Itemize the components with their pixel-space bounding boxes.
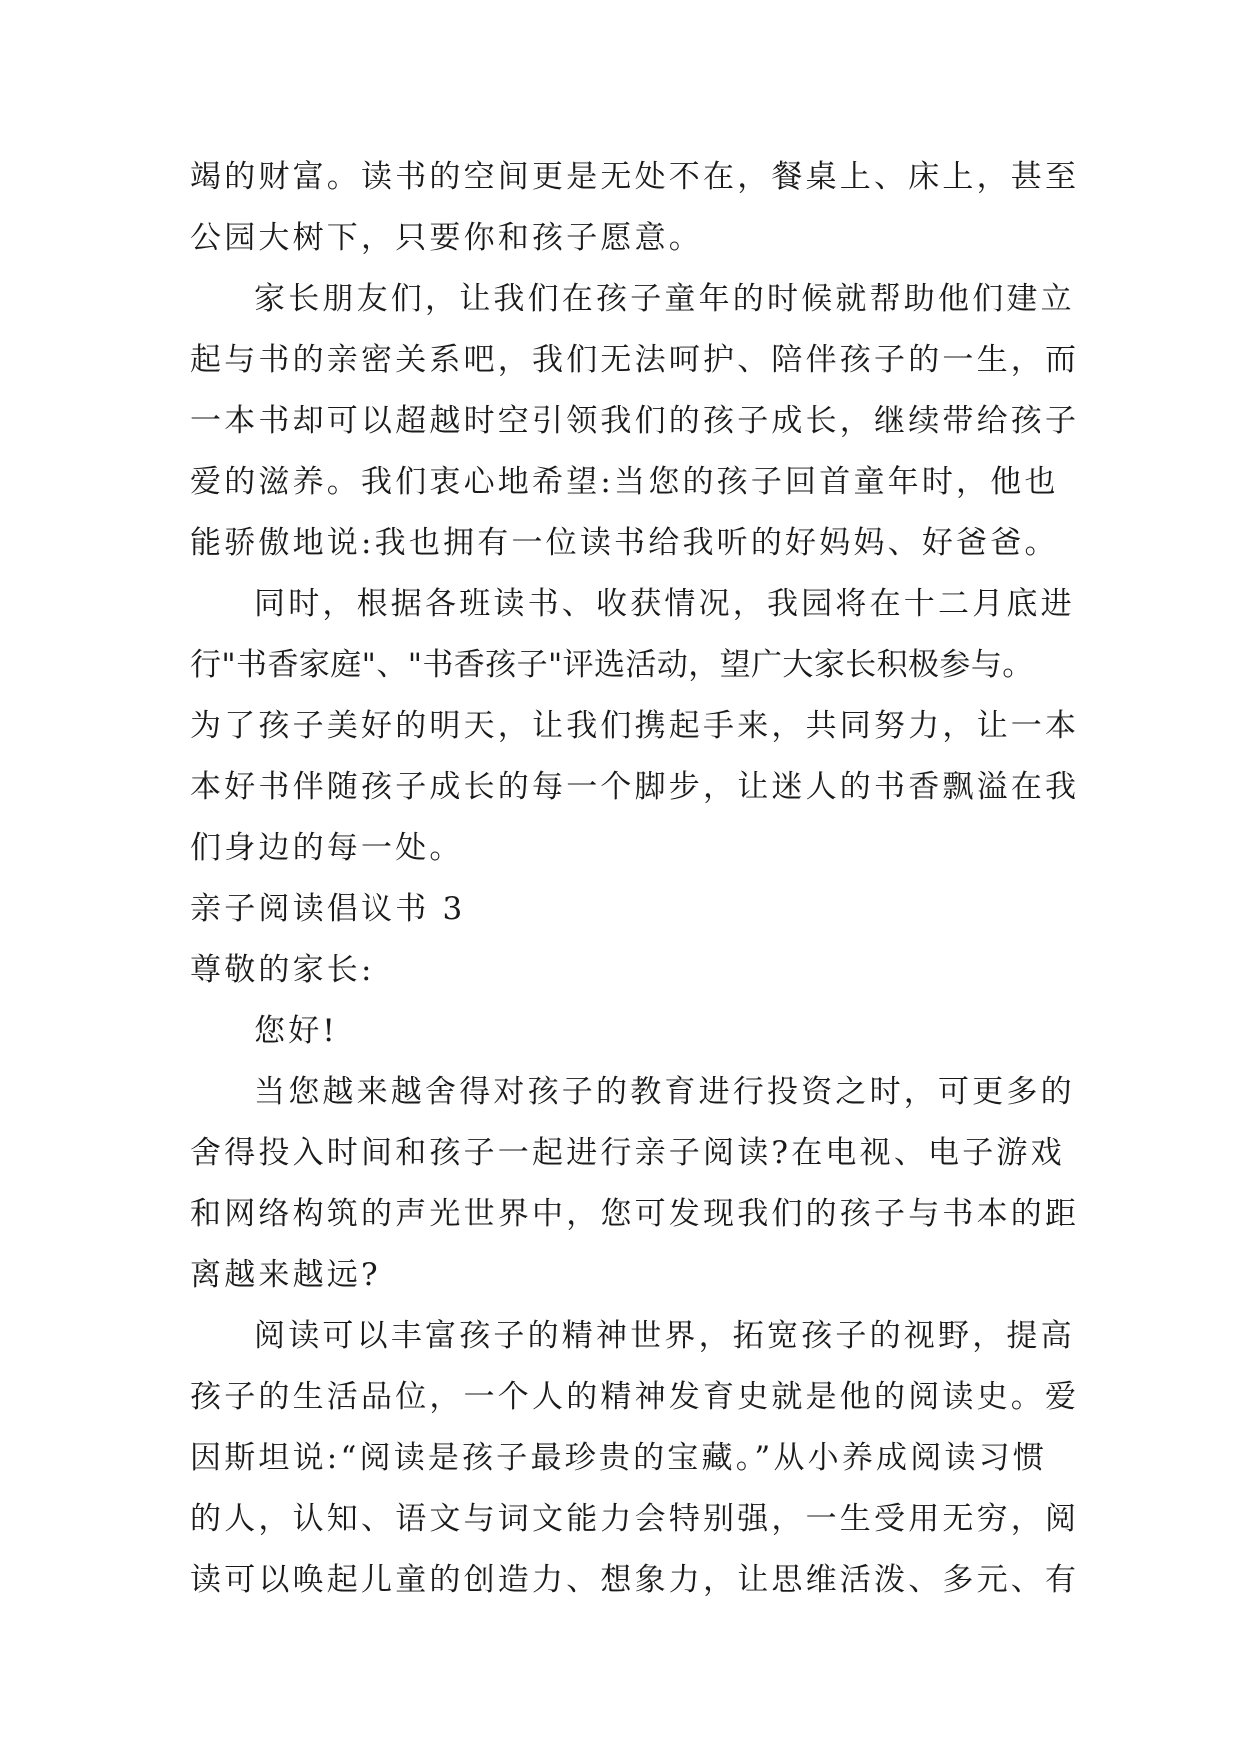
text-line: 能骄傲地说:我也拥有一位读书给我听的好妈妈、好爸爸。 xyxy=(190,525,1059,561)
text-line: 竭的财富。读书的空间更是无处不在，餐桌上、床上，甚至 xyxy=(190,159,1080,195)
text-line: 因斯坦说:“阅读是孩子最珍贵的宝藏。”从小养成阅读习惯 xyxy=(190,1440,1048,1476)
text-line: 爱的滋养。我们衷心地希望:当您的孩子回首童年时，他也 xyxy=(190,464,1059,500)
paragraph-first-line: 家长朋友们，让我们在孩子童年的时候就帮助他们建立 xyxy=(254,281,1075,317)
text-line: 的人，认知、语文与词文能力会特别强，一生受用无穷，阅 xyxy=(190,1501,1080,1537)
text-line: 舍得投入时间和孩子一起进行亲子阅读?在电视、电子游戏 xyxy=(190,1135,1065,1171)
greeting: 您好! xyxy=(254,1013,339,1049)
paragraph-first-line: 当您越来越舍得对孩子的教育进行投资之时，可更多的 xyxy=(254,1074,1075,1110)
text-line: 为了孩子美好的明天，让我们携起手来，共同努力，让一本 xyxy=(190,708,1080,744)
text-line: 孩子的生活品位，一个人的精神发育史就是他的阅读史。爱 xyxy=(190,1379,1080,1415)
text-line: 起与书的亲密关系吧，我们无法呵护、陪伴孩子的一生，而 xyxy=(190,342,1080,378)
section-heading: 亲子阅读倡议书 3 xyxy=(190,891,466,927)
text-line: 一本书却可以超越时空引领我们的孩子成长，继续带给孩子 xyxy=(190,403,1080,439)
text-line: 行"书香家庭"、"书香孩子"评选活动，望广大家长积极参与。 xyxy=(190,647,1034,683)
text-line: 和网络构筑的声光世界中，您可发现我们的孩子与书本的距 xyxy=(190,1196,1080,1232)
paragraph-first-line: 阅读可以丰富孩子的精神世界，拓宽孩子的视野，提高 xyxy=(254,1318,1075,1354)
text-line: 公园大树下，只要你和孩子愿意。 xyxy=(190,220,703,256)
salutation: 尊敬的家长: xyxy=(190,952,375,988)
text-line: 本好书伴随孩子成长的每一个脚步，让迷人的书香飘溢在我 xyxy=(190,769,1080,805)
text-line: 读可以唤起儿童的创造力、想象力，让思维活泼、多元、有 xyxy=(190,1562,1080,1598)
paragraph-first-line: 同时，根据各班读书、收获情况，我园将在十二月底进 xyxy=(254,586,1075,622)
text-line: 们身边的每一处。 xyxy=(190,830,464,866)
text-line: 离越来越远? xyxy=(190,1257,381,1293)
